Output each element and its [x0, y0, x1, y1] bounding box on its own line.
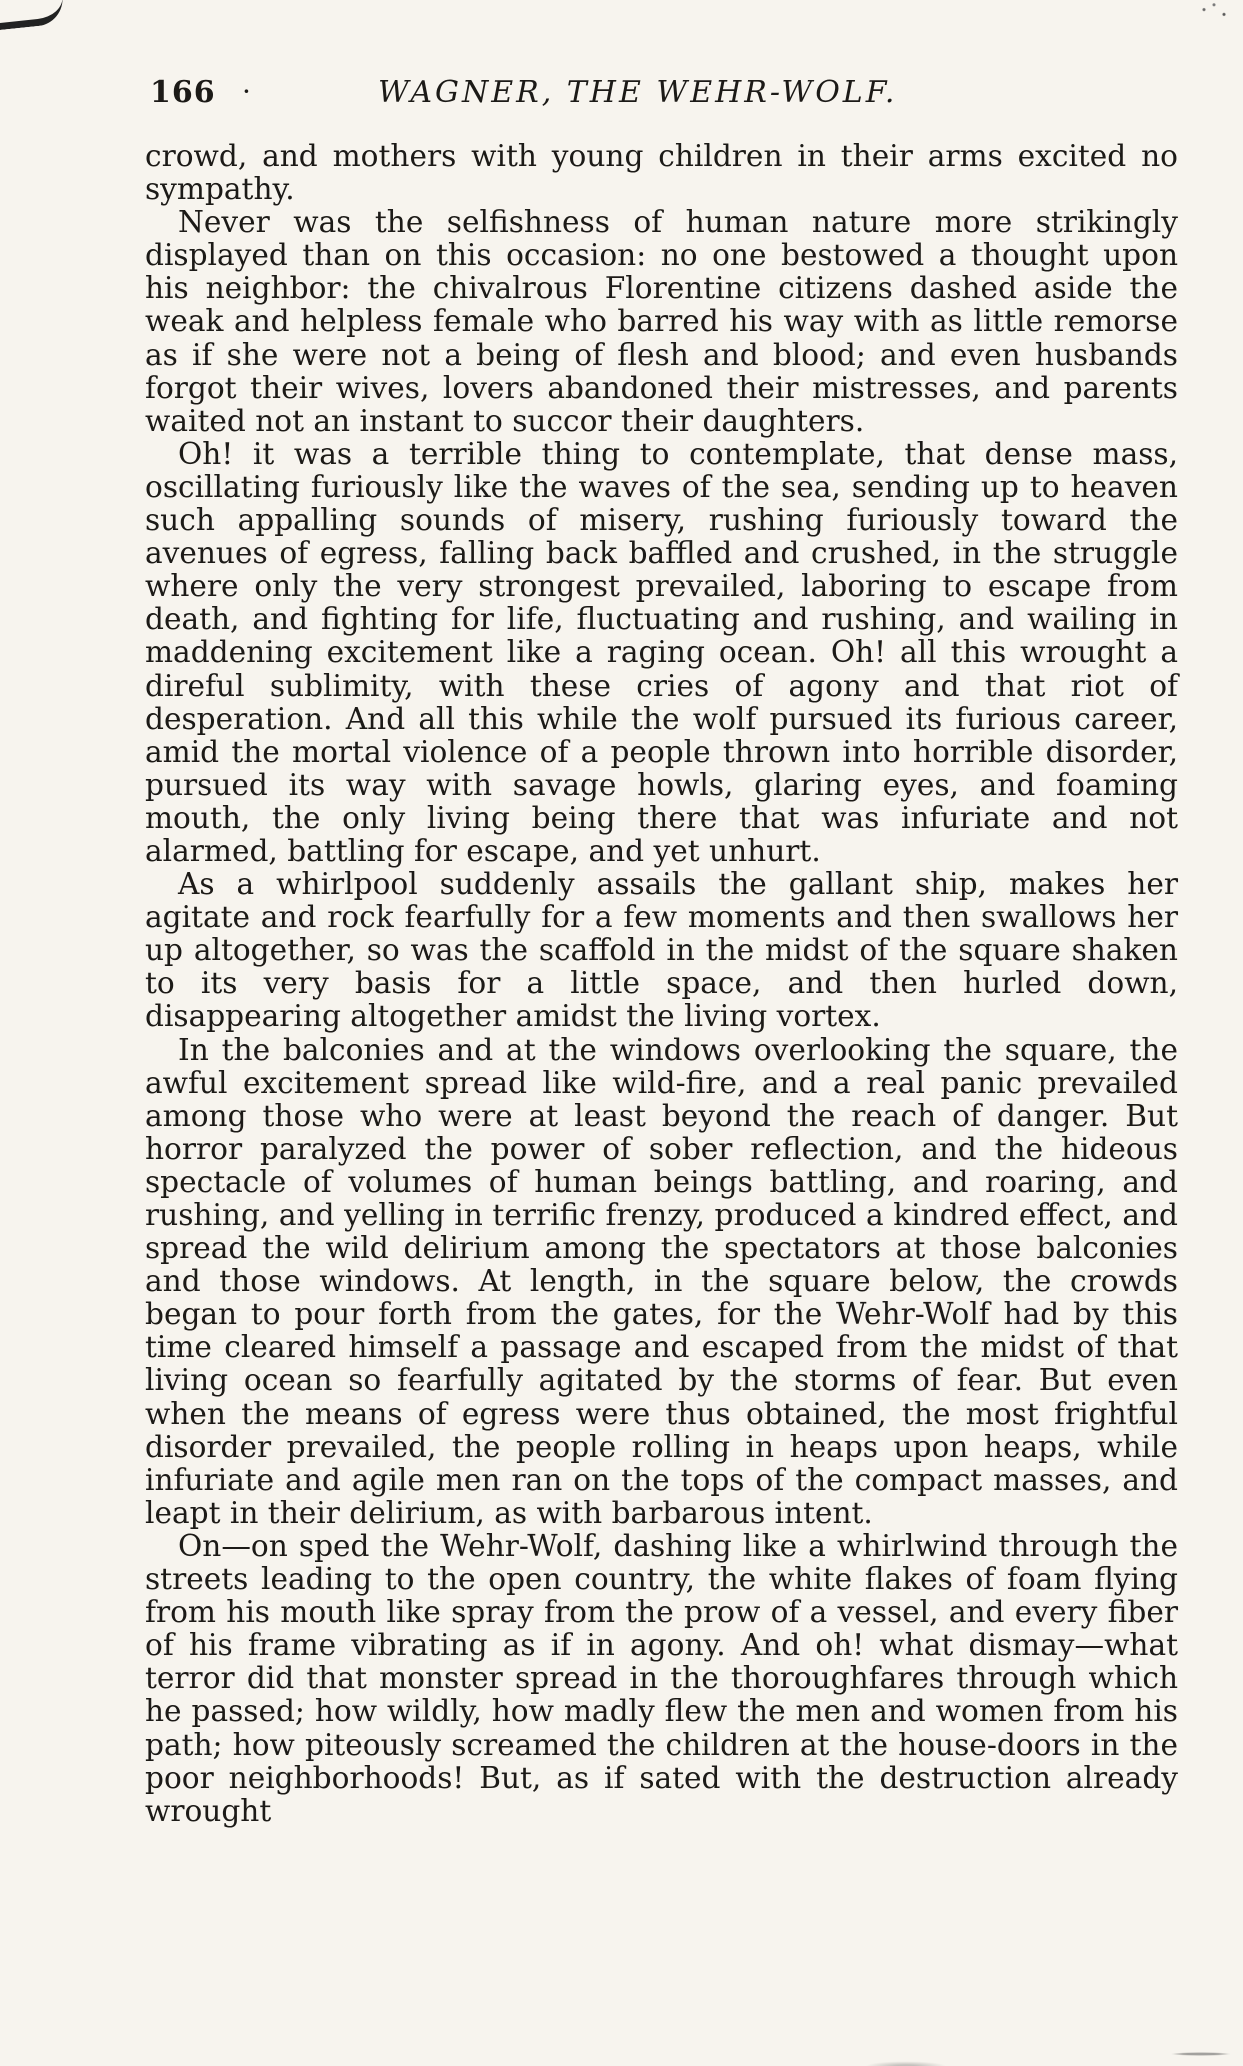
paragraph: crowd, and mothers with young children in their arms excited no sympathy.: [145, 139, 1178, 207]
paragraph: On—on sped the Wehr-Wolf, dashing like a whirlwind through the streets leading to the open country, the white flakes of foam flying from his mouth like spray from the prow of a vessel, and every fiber of his frame vibrating as if in agony. And oh! what dismay—what terror did that monster spread in the thoroughfares through which he passed; how wildly, how madly flew the men and women from his path; how piteously screamed the children at the house-doors in the poor neighborhoods! But, as if sated with the destruction already wrought: [145, 1528, 1178, 1828]
page-number: 166: [150, 75, 216, 110]
ink-smudge: [0, 0, 65, 31]
paragraph: Oh! it was a terrible thing to contemplate, that dense mass, oscillating furiously like the waves of the sea, sending up to heaven such appalling sounds of misery, rushing furiously toward the avenues of egress, falling back baffled and crushed, in the struggle where only the very strongest prevailed, laboring to escape from death, and fighting for life, fluctuating and rushing, and wailing in maddening excitement like a raging ocean. Oh! all this wrought a direful sublimity, with these cries of agony and that riot of desperation. And all this while the wolf pursued its furious career, amid the mortal violence of a people thrown into horrible disorder, pursued its way with savage howls, glaring eyes, and foaming mouth, the only living being there that was infuriate and not alarmed, battling for escape, and yet unhurt.: [145, 436, 1178, 868]
running-title: WAGNER, THE WEHR-WOLF.: [378, 75, 898, 110]
paragraph: In the balconies and at the windows overlooking the square, the awful excitement spread like wild-fire, and a real panic prevailed among those who were at least beyond the reach of danger. But horror paralyzed the power of sober reflection, and the hideous spectacle of volumes of human beings battling, and roaring, and rushing, and yelling in terrific frenzy, produced a kindred effect, and spread the wild delirium among the spectators at those balconies and those windows. At length, in the square below, the crowds began to pour forth from the gates, for the Wehr-Wolf had by this time cleared himself a passage and escaped from the midst of that living ocean so fearfully agitated by the storms of fear. But even when the means of egress were thus obtained, the most frightful disorder prevailed, the people rolling in heaps upon heaps, while infuriate and agile men ran on the tops of the compact masses, and leapt in their delirium, as with barbarous intent.: [145, 1032, 1178, 1530]
page-header: [150, 75, 1170, 115]
paper-stain: [400, 2006, 1243, 2066]
paper-specks: [1189, 0, 1239, 24]
paragraph: Never was the selfishness of human nature more strikingly displayed than on this occasion: no one bestowed a thought upon his neighbor: the chivalrous Florentine citizens dashed aside the weak and helpless female who barred his way with as little remorse as if she were not a being of flesh and blood; and even husbands forgot their wives, lovers abandoned their mistresses, and parents waited not an instant to succor their daughters.: [145, 205, 1178, 438]
header-separator: ·: [242, 75, 251, 108]
body-text: [145, 140, 1178, 1828]
paragraph: As a whirlpool suddenly assails the gallant ship, makes her agitate and rock fearfully for a few moments and then swallows her up altogether, so was the scaffold in the midst of the square shaken to its very basis for a little space, and then hurled down, disappearing altogether amidst the living vortex.: [145, 867, 1178, 1034]
